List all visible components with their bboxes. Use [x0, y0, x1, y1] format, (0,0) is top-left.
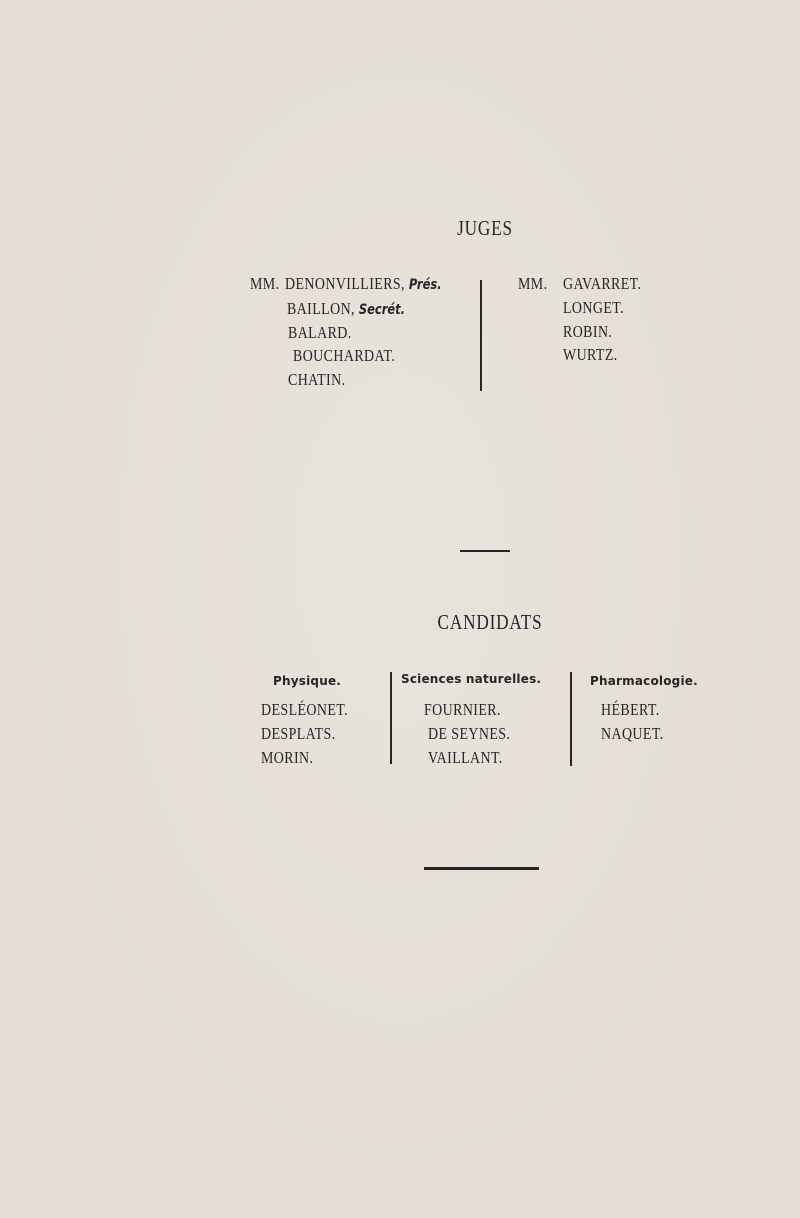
- candidats-title: CANDIDATS: [437, 610, 543, 634]
- section-separator: [460, 550, 510, 552]
- judge-right-2: LONGET.: [563, 298, 625, 317]
- judge-left-5: CHATIN.: [288, 370, 346, 389]
- juges-divider: [480, 280, 482, 391]
- candidate-physique-3: MORIN.: [261, 748, 314, 767]
- candidats-divider-2: [570, 672, 572, 766]
- judge-left-2: BAILLON, Secrét.: [287, 299, 406, 318]
- judge-right-1: GAVARRET.: [563, 274, 642, 293]
- judge-left-4: BOUCHARDAT.: [293, 346, 396, 365]
- judge-left-3: BALARD.: [288, 323, 352, 342]
- judge-left-1: DENONVILLIERS, Prés.: [285, 274, 442, 293]
- candidate-sciences-1: FOURNIER.: [424, 700, 501, 719]
- juges-right-prefix: MM.: [518, 274, 548, 293]
- judge-right-4: WURTZ.: [563, 345, 618, 364]
- column-heading-physique: Physique.: [273, 674, 342, 688]
- candidate-sciences-2: DE SEYNES.: [428, 724, 511, 743]
- candidate-pharmacologie-1: HÉBERT.: [601, 700, 660, 719]
- candidate-physique-2: DESPLATS.: [261, 724, 336, 743]
- juges-title: JUGES: [457, 216, 513, 240]
- judge-right-3: ROBIN.: [563, 322, 613, 341]
- closing-rule: [424, 867, 539, 870]
- candidate-sciences-3: VAILLANT.: [428, 748, 503, 767]
- column-heading-pharmacologie: Pharmacologie.: [590, 674, 698, 688]
- juges-left-prefix: MM.: [250, 274, 280, 293]
- candidate-pharmacologie-2: NAQUET.: [601, 724, 664, 743]
- candidate-physique-1: DESLÉONET.: [261, 700, 349, 719]
- column-heading-sciences: Sciences naturelles.: [401, 672, 542, 686]
- candidats-divider-1: [390, 672, 392, 764]
